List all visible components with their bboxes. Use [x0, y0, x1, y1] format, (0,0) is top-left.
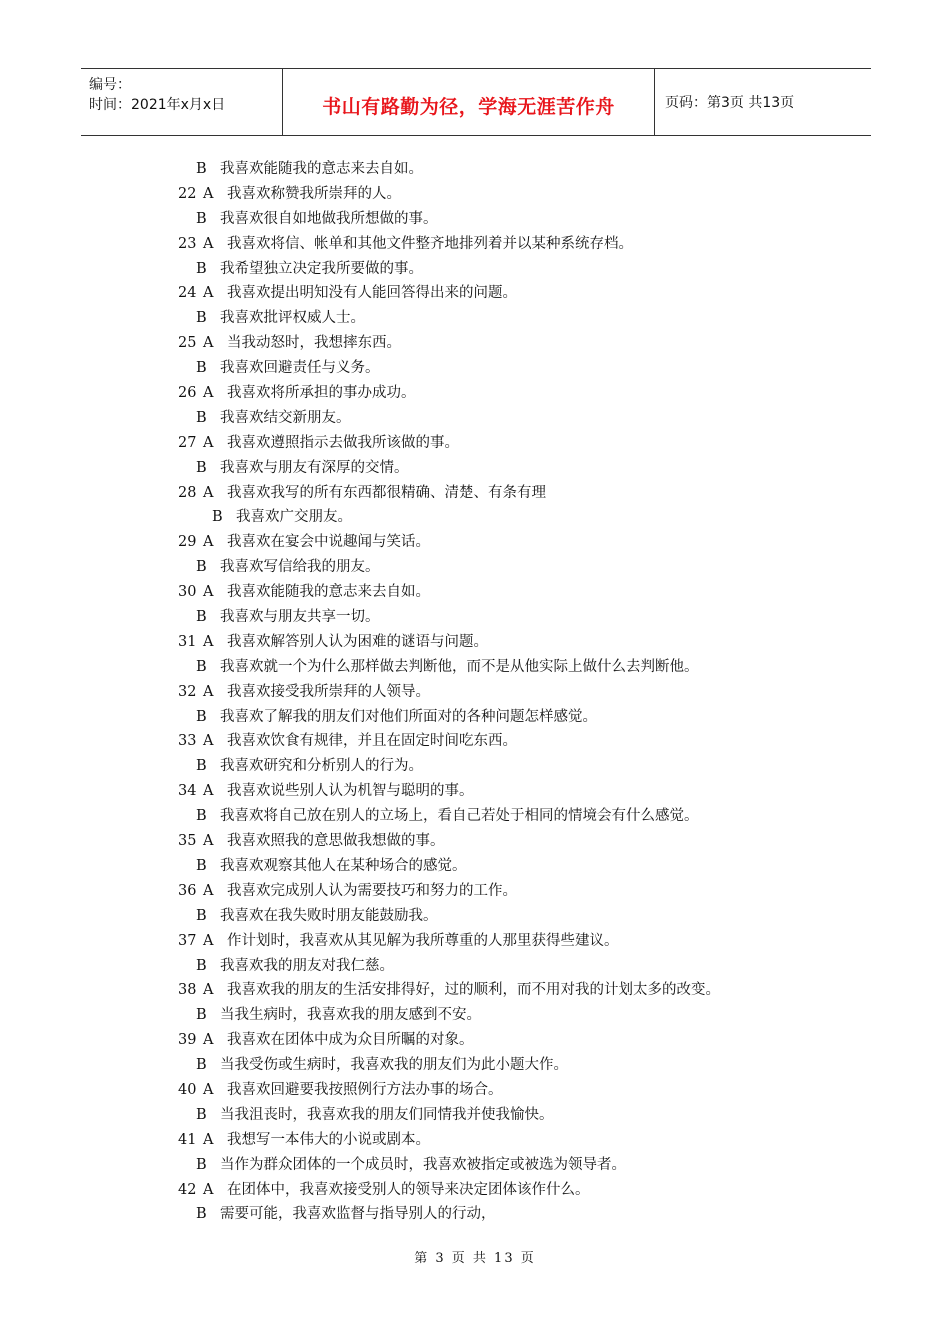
question-line: [0, 331, 950, 356]
question-number: 24: [178, 285, 197, 302]
option-letter: A: [203, 235, 214, 252]
option-letter: A: [203, 385, 214, 402]
question-number: 28: [178, 484, 197, 501]
question-number: 37: [178, 932, 197, 949]
option-letter: A: [203, 434, 214, 451]
question-number: 36: [178, 882, 197, 899]
option-letter: B: [196, 559, 207, 576]
option-letter: A: [203, 1081, 214, 1098]
option-letter: B: [196, 857, 207, 874]
option-letter: A: [203, 484, 214, 501]
question-line: [0, 1003, 950, 1028]
option-letter: B: [196, 161, 207, 177]
option-text: 当我受伤或生病时，我喜欢我的朋友们为此小题大作。: [220, 1057, 568, 1074]
question-line: [0, 779, 950, 804]
option-letter: B: [196, 310, 207, 327]
option-letter: B: [196, 360, 207, 377]
question-line: [0, 954, 950, 979]
option-letter: A: [203, 783, 214, 800]
option-letter: A: [203, 683, 214, 700]
question-line: [0, 1202, 950, 1227]
option-letter: B: [196, 1057, 207, 1074]
question-line: [0, 854, 950, 879]
question-number: 27: [178, 434, 197, 451]
option-text: 我喜欢在我失败时朋友能鼓励我。: [220, 907, 438, 924]
option-text: 我喜欢与朋友有深厚的交情。: [220, 459, 409, 476]
question-line: [0, 829, 950, 854]
option-letter: B: [196, 1007, 207, 1024]
question-line: [0, 157, 950, 182]
option-letter: B: [196, 808, 207, 825]
header-motto: 书山有路勤为径，学海无涯苦作舟: [283, 69, 655, 135]
option-letter: B: [196, 1206, 207, 1223]
question-number: 40: [178, 1081, 197, 1098]
option-text: 我喜欢完成别人认为需要技巧和努力的工作。: [227, 882, 517, 899]
option-letter: A: [203, 932, 214, 949]
option-text: 当我动怒时，我想摔东西。: [227, 335, 401, 352]
question-line: [0, 1053, 950, 1078]
option-text: 我喜欢广交朋友。: [236, 509, 352, 526]
option-letter: A: [203, 534, 214, 551]
option-text: 我喜欢回避要我按照例行方法办事的场合。: [227, 1081, 503, 1098]
question-number: 26: [178, 385, 197, 402]
option-text: 我喜欢遵照指示去做我所该做的事。: [227, 434, 459, 451]
option-letter: B: [196, 1106, 207, 1123]
option-letter: B: [196, 260, 207, 277]
question-line: [0, 754, 950, 779]
option-text: 我希望独立决定我所要做的事。: [220, 260, 423, 277]
question-line: [0, 481, 950, 506]
question-line: [0, 1103, 950, 1128]
option-letter: A: [203, 1131, 214, 1148]
option-letter: B: [196, 409, 207, 426]
question-line: [0, 904, 950, 929]
question-line: [0, 232, 950, 257]
header-meta: [81, 69, 283, 135]
option-text: 我喜欢将自己放在别人的立场上，看自己若处于相同的情境会有什么感觉。: [220, 808, 699, 825]
question-number: 23: [178, 235, 197, 252]
question-line: [0, 306, 950, 331]
time-label: 时间：2021年x月x日: [89, 97, 226, 113]
option-text: 我喜欢写信给我的朋友。: [220, 559, 380, 576]
question-number: 22: [178, 185, 197, 202]
question-line: [0, 705, 950, 730]
question-line: [0, 580, 950, 605]
question-number: 39: [178, 1032, 197, 1049]
question-line: [0, 680, 950, 705]
serial-label: 编号：: [89, 77, 131, 93]
question-line: [0, 207, 950, 232]
question-line: [0, 456, 950, 481]
option-letter: A: [203, 982, 214, 999]
question-line: [0, 1028, 950, 1053]
option-letter: A: [203, 633, 214, 650]
question-number: 32: [178, 683, 197, 700]
option-text: 我喜欢了解我的朋友们对他们所面对的各种问题怎样感觉。: [220, 708, 597, 725]
option-letter: B: [196, 907, 207, 924]
question-line: [0, 605, 950, 630]
option-letter: A: [203, 584, 214, 601]
option-text: 我喜欢说些别人认为机智与聪明的事。: [227, 783, 474, 800]
option-letter: B: [196, 658, 207, 675]
question-line: [0, 655, 950, 680]
option-text: 我喜欢回避责任与义务。: [220, 360, 380, 377]
option-text: 我喜欢观察其他人在某种场合的感觉。: [220, 857, 467, 874]
option-text: 我喜欢解答别人认为困难的谜语与问题。: [227, 633, 488, 650]
question-number: 42: [178, 1181, 197, 1198]
question-line: [0, 182, 950, 207]
option-letter: B: [196, 459, 207, 476]
question-line: [0, 804, 950, 829]
option-letter: B: [196, 758, 207, 775]
question-line: [0, 729, 950, 754]
option-text: 我喜欢饮食有规律，并且在固定时间吃东西。: [227, 733, 517, 750]
option-text: 我喜欢结交新朋友。: [220, 409, 351, 426]
option-text: 我喜欢能随我的意志来去自如。: [220, 161, 423, 177]
question-line: [0, 1078, 950, 1103]
page-footer: 第 3 页 共 13 页: [414, 1251, 536, 1266]
option-text: 在团体中，我喜欢接受别人的领导来决定团体该作什么。: [227, 1181, 590, 1198]
question-line: [0, 879, 950, 904]
option-text: 我喜欢照我的意思做我想做的事。: [227, 833, 445, 850]
option-letter: B: [196, 957, 207, 974]
option-text: 需要可能，我喜欢监督与指导别人的行动，: [220, 1206, 496, 1223]
question-line: [0, 406, 950, 431]
option-text: 当作为群众团体的一个成员时，我喜欢被指定或被选为领导者。: [220, 1156, 626, 1173]
question-number: 30: [178, 584, 197, 601]
header-page-code: 页码：第3页 共13页: [665, 95, 795, 111]
option-text: 作计划时，我喜欢从其见解为我所尊重的人那里获得些建议。: [227, 932, 619, 949]
question-line: [0, 281, 950, 306]
option-text: 我喜欢研究和分析别人的行为。: [220, 758, 423, 775]
question-number: 25: [178, 335, 197, 352]
option-letter: A: [203, 733, 214, 750]
option-letter: A: [203, 833, 214, 850]
question-line: [0, 929, 950, 954]
option-letter: B: [196, 708, 207, 725]
questionnaire-body: [0, 157, 950, 1227]
option-letter: A: [203, 1032, 214, 1049]
question-line: [0, 630, 950, 655]
option-text: 我喜欢很自如地做我所想做的事。: [220, 210, 438, 227]
question-number: 33: [178, 733, 197, 750]
question-line: [0, 1128, 950, 1153]
question-line: [0, 555, 950, 580]
option-letter: A: [203, 1181, 214, 1198]
option-text: 我喜欢在团体中成为众目所瞩的对象。: [227, 1032, 474, 1049]
option-letter: A: [203, 185, 214, 202]
question-number: 29: [178, 534, 197, 551]
option-letter: A: [203, 882, 214, 899]
option-text: 当我沮丧时，我喜欢我的朋友们同情我并使我愉快。: [220, 1106, 554, 1123]
question-number: 41: [178, 1131, 197, 1148]
option-text: 我喜欢我的朋友的生活安排得好，过的顺利，而不用对我的计划太多的改变。: [227, 982, 720, 999]
question-line: [0, 530, 950, 555]
question-number: 35: [178, 833, 197, 850]
option-letter: A: [203, 285, 214, 302]
option-text: 我喜欢我写的所有东西都很精确、清楚、有条有理: [227, 484, 546, 501]
question-number: 31: [178, 633, 197, 650]
option-letter: B: [196, 609, 207, 626]
option-text: 我喜欢将所承担的事办成功。: [227, 385, 416, 402]
option-letter: B: [196, 1156, 207, 1173]
option-text: 我喜欢接受我所崇拜的人领导。: [227, 683, 430, 700]
option-letter: B: [196, 210, 207, 227]
option-text: 我喜欢将信、帐单和其他文件整齐地排列着并以某种系统存档。: [227, 235, 633, 252]
option-text: 我喜欢在宴会中说趣闻与笑话。: [227, 534, 430, 551]
question-line: [0, 1178, 950, 1203]
question-line: [0, 978, 950, 1003]
option-text: 我喜欢能随我的意志来去自如。: [227, 584, 430, 601]
option-letter: A: [203, 335, 214, 352]
page-header: [81, 68, 871, 136]
option-letter: B: [212, 509, 223, 526]
option-text: 我想写一本伟大的小说或剧本。: [227, 1131, 430, 1148]
question-number: 34: [178, 783, 197, 800]
option-text: 当我生病时，我喜欢我的朋友感到不安。: [220, 1007, 481, 1024]
question-line: [0, 257, 950, 282]
question-line: [0, 381, 950, 406]
option-text: 我喜欢称赞我所崇拜的人。: [227, 185, 401, 202]
question-line: [0, 356, 950, 381]
option-text: 我喜欢我的朋友对我仁慈。: [220, 957, 394, 974]
option-text: 我喜欢就一个为什么那样做去判断他，而不是从他实际上做什么去判断他。: [220, 658, 699, 675]
question-line: [0, 505, 950, 530]
option-text: 我喜欢批评权威人士。: [220, 310, 365, 327]
option-text: 我喜欢提出明知没有人能回答得出来的问题。: [227, 285, 517, 302]
question-line: [0, 1153, 950, 1178]
option-text: 我喜欢与朋友共享一切。: [220, 609, 380, 626]
question-line: [0, 431, 950, 456]
question-number: 38: [178, 982, 197, 999]
